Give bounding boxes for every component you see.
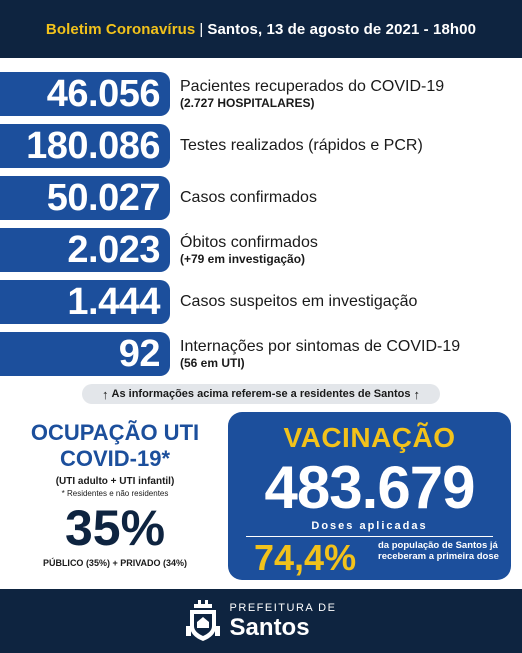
stat-value: 1.444	[0, 280, 170, 324]
residents-note	[82, 384, 440, 404]
stat-row-deaths	[0, 228, 522, 272]
footer-line2: Santos	[229, 613, 310, 641]
uti-footnote: * Residentes e não residentes	[61, 489, 169, 498]
stat-label-block	[180, 228, 318, 272]
stat-label: Pacientes recuperados do COVID-19	[180, 78, 445, 95]
bulletin-title: Boletim Coronavírus	[45, 20, 196, 38]
vaccination-doses-label: Doses aplicadas	[311, 520, 428, 532]
stat-value: 46.056	[0, 72, 170, 116]
stat-label-block	[180, 176, 317, 220]
arrow-up-icon: ↑	[413, 386, 420, 402]
stat-label-block	[180, 124, 423, 168]
stat-value: 92	[0, 332, 170, 376]
uti-title-line1: OCUPAÇÃO UTI	[30, 420, 200, 445]
stat-label: Testes realizados (rápidos e PCR)	[180, 137, 423, 154]
stat-label-block	[180, 280, 417, 324]
stat-label-block	[180, 72, 444, 116]
stat-row-recovered	[0, 72, 522, 116]
uti-split: PÚBLICO (35%) + PRIVADO (34%)	[42, 558, 188, 568]
stat-row-confirmed	[0, 176, 522, 220]
header-separator: |	[199, 20, 204, 38]
stat-value: 180.086	[0, 124, 170, 168]
uti-percent: 35%	[64, 500, 166, 556]
stat-value: 50.027	[0, 176, 170, 220]
uti-subtitle: (UTI adulto + UTI infantil)	[55, 476, 175, 487]
vaccination-doses: 483.679	[264, 454, 475, 521]
stat-label: Casos confirmados	[180, 189, 317, 206]
stat-sublabel: (2.727 HOSPITALARES)	[180, 96, 315, 110]
bulletin-date: Santos, 13 de agosto de 2021 - 18h00	[207, 20, 477, 38]
stat-label-block	[180, 332, 460, 376]
footer-line1: PREFEITURA DE	[229, 601, 337, 614]
stat-sublabel: (+79 em investigação)	[180, 252, 306, 266]
stat-label: Internações por sintomas de COVID-19	[180, 338, 461, 355]
arrow-up-icon: ↑	[102, 386, 109, 402]
bulletin-header	[0, 0, 522, 58]
vaccination-panel	[228, 412, 511, 580]
vaccination-description: da população de Santos já receberam a primeira dose	[378, 540, 499, 562]
vaccination-title: VACINAÇÃO	[283, 422, 456, 453]
stat-row-hospitalizations	[0, 332, 522, 376]
stat-value: 2.023	[0, 228, 170, 272]
stat-label: Óbitos confirmados	[180, 234, 318, 251]
stat-label: Casos suspeitos em investigação	[180, 293, 418, 310]
footer-logo-text	[230, 602, 337, 641]
stat-row-suspected	[0, 280, 522, 324]
footer	[0, 589, 522, 653]
vaccination-percent: 74,4%	[254, 537, 357, 578]
uti-occupancy-panel	[10, 416, 220, 576]
uti-title-line2: COVID-19*	[59, 446, 171, 471]
city-crest-icon	[186, 600, 220, 642]
stat-row-tests	[0, 124, 522, 168]
stat-sublabel: (56 em UTI)	[180, 356, 245, 370]
residents-note-text: As informações acima referem-se a residentes de Santos	[111, 388, 411, 400]
